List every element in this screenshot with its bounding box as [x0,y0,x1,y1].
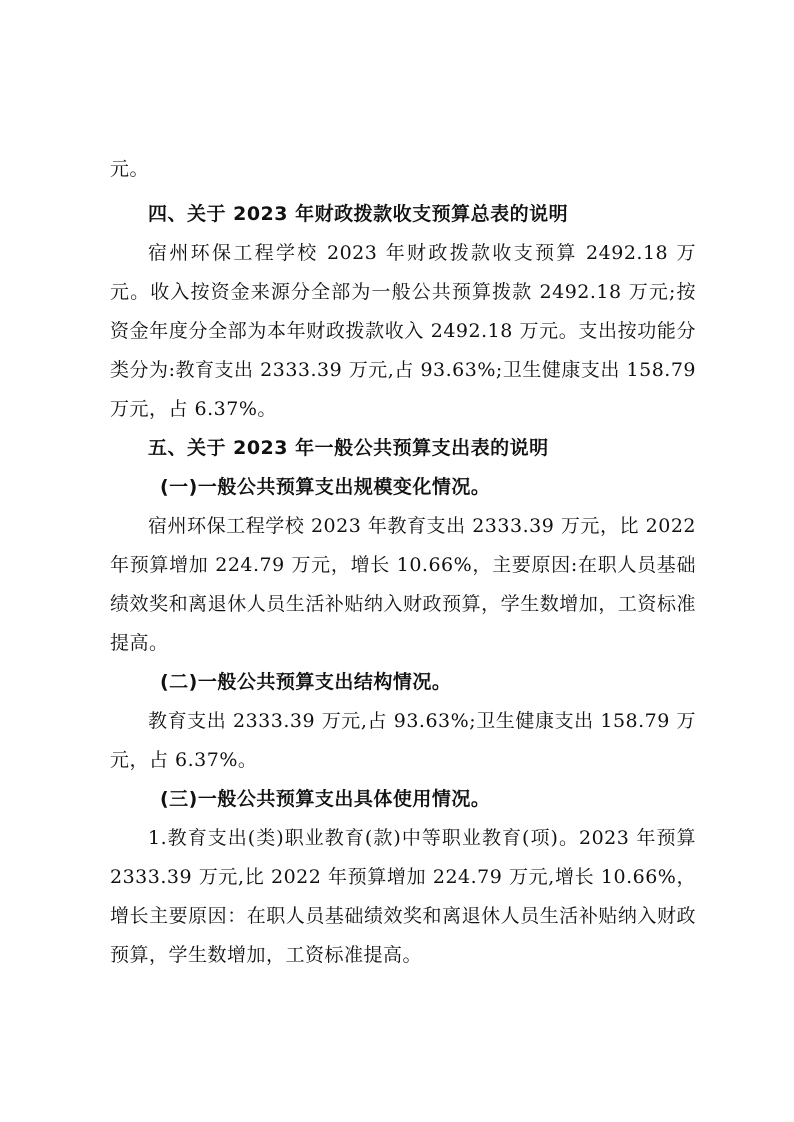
section-5-sub3-body: 1.教育支出(类)职业教育(款)中等职业教育(项)。2023 年预算 2333.39 万元,比 2022 年预算增加 224.79 万元,增长 10.66%，增长主要原因：在职人员基础绩效奖和离退休人员生活补贴纳入财政预算，学生数增加，工资标准提高。 [110,827,696,966]
section-4-heading: 四、关于 2023 年财政拨款收支预算总表的说明 [148,203,569,225]
section-5-sub3-heading: (三)一般公共预算支出具体使用情况。 [160,788,491,810]
section-5-sub2-heading: (二)一般公共预算支出结构情况。 [160,671,452,693]
section-5-sub1-heading: (一)一般公共预算支出规模变化情况。 [160,476,491,498]
document-page [110,150,696,975]
section-4-body: 宿州环保工程学校 2023 年财政拨款收支预算 2492.18 万元。收入按资金来源分全部为一般公共预算拨款 2492.18 万元;按资金年度分全部为本年财政拨款收入 2492.18 万元。支出按功能分类分为:教育支出 2333.39 万元,占 93.63%;卫生健康支出 158.79 万元，占 6.37%。 [110,242,696,420]
section-5-heading: 五、关于 2023 年一般公共预算支出表的说明 [148,437,549,459]
section-5-sub2-body: 教育支出 2333.39 万元,占 93.63%;卫生健康支出 158.79 万元，占 6.37%。 [110,710,696,771]
section-5-sub1-body: 宿州环保工程学校 2023 年教育支出 2333.39 万元，比 2022 年预算增加 224.79 万元，增长 10.66%，主要原因:在职人员基础绩效奖和离退休人员生活补贴纳入财政预算，学生数增加，工资标准提高。 [110,515,696,654]
continuation-text: 元。 [110,158,150,180]
